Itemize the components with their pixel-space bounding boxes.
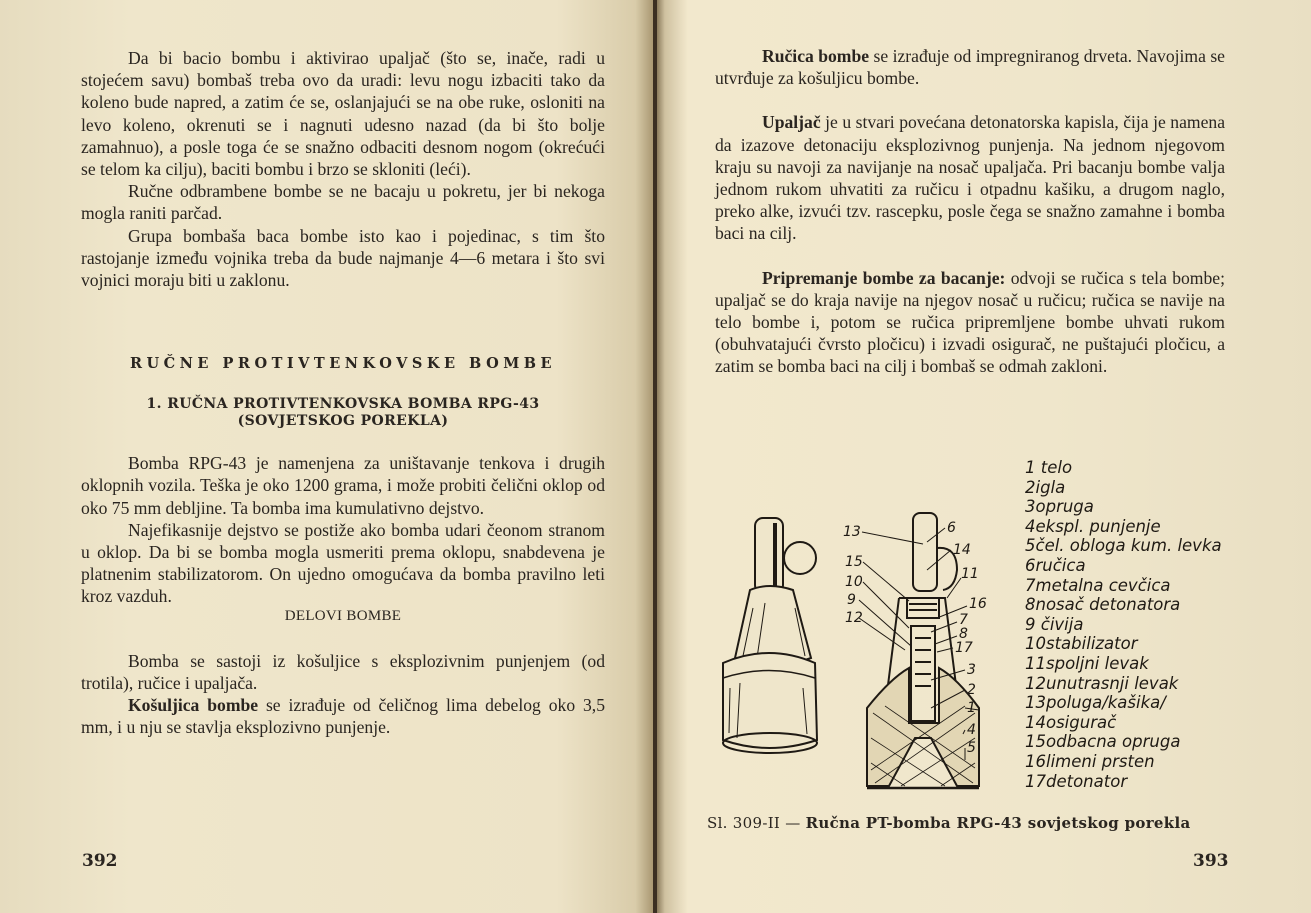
callout-3: 3 — [967, 662, 976, 678]
callout-8: 8 — [959, 626, 968, 642]
legend-item: 7metalna cevčica — [1025, 575, 1171, 595]
kosuljica-text: se izrađuje od čeličnog lima debelog oko 3,5 mm, i u nju se stavlja eksplozivno punjenje. — [81, 695, 605, 738]
legend-item: 8nosač detonatora — [1025, 595, 1181, 615]
callout-13: 13 — [843, 524, 861, 540]
legend-item: 14osigurač — [1025, 712, 1117, 732]
section-title: RUČNE PROTIVTENKOVSKE BOMBE — [129, 355, 557, 373]
paragraph-no-moving-throw: Ručne odbrambene bombe se ne bacaju u pokretu, jer bi nekoga mogla raniti parčad. — [81, 181, 605, 224]
upaljac-text: je u stvari povećana detonatorska kapisla, čija je namena da izazove detonaciju eksplozivnog punjenja. Na jednom njegovom kraju su navoji za navijanje na nosač upaljača. Pri bacanju bombe valja jednom rukom uhvatiti za ručicu i otpadnu kašiku, a drugom naglo, preko alke, izvući tzv. rascepku, posle čega se snažno zamahne i bomba baci na cilj. — [715, 112, 1225, 244]
callout-12: 12 — [845, 610, 863, 626]
term-upaljac: Upaljač — [762, 112, 821, 133]
book-spine — [653, 0, 657, 913]
paragraph-group-throw: Grupa bombaša baca bombe isto kao i pojedinac, s tim što rastojanje između vojnika treba da bude najmanje 4—6 metara i što svi vojnici moraju biti u zaklonu. — [81, 225, 605, 291]
grenade-figure — [695, 458, 1235, 803]
left-page — [0, 0, 655, 913]
caption-title: Ručna PT-bomba RPG-43 sovjetskog porekla — [805, 814, 1191, 832]
caption-prefix: Sl. 309-II — — [707, 814, 806, 832]
paragraph-throwing-procedure: Da bi bacio bombu i aktivirao upaljač (što se, inače, radi u stojećem savu) bombaš treba ovo da uradi: levu nogu izbaciti tako da koleno bude napred, a zatim će se, oslanjajući se na obe ruke, osloniti na levo koleno, okrenuti se i nagnuti udesno nazad (da bi što bolje zamahnuo), a posle toga će se snažno odbaciti desnom nogom (okrećući se telom ka cilju), baciti bombu i brzo se skloniti (leći). — [81, 48, 605, 180]
legend-item: 10stabilizator — [1025, 634, 1138, 654]
legend-item: 17detonator — [1025, 771, 1128, 791]
callout-15: 15 — [845, 554, 863, 570]
subsection-title-line1: 1. RUČNA PROTIVTENKOVSKA BOMBA RPG-43 — [146, 396, 540, 413]
parts-heading: DELOVI BOMBE — [284, 607, 402, 624]
legend-item: 9 čivija — [1025, 614, 1084, 634]
legend-item: 6ručica — [1025, 555, 1086, 575]
page-number-left: 392 — [82, 851, 118, 871]
paragraph-priprema — [715, 267, 1225, 378]
legend-item: 15odbacna opruga — [1025, 732, 1181, 752]
callout-11: 11 — [961, 566, 979, 582]
legend-item: 16limeni prsten — [1025, 751, 1155, 771]
callout-4: 4 — [967, 722, 976, 738]
callout-9: 9 — [847, 592, 856, 608]
callout-6: 6 — [947, 520, 956, 536]
legend-item: 2igla — [1025, 477, 1066, 497]
grenade-illustration — [695, 498, 1015, 798]
paragraph-parts-intro: Bomba se sastoji iz košuljice s eksplozivnim punjenjem (od trotila), ručice i upaljača. — [81, 650, 605, 693]
figure-caption — [707, 814, 1190, 832]
term-kosuljica: Košuljica bombe — [128, 695, 259, 716]
callout-10: 10 — [845, 574, 863, 590]
callout-1: 1 — [967, 700, 976, 716]
paragraph-upaljac — [715, 111, 1225, 244]
rucica-text: se izrađuje od impregniranog drveta. Navojima se utvrđuje za košuljicu bombe. — [715, 46, 1225, 89]
legend-item: 4ekspl. punjenje — [1025, 516, 1161, 536]
legend-item: 13poluga/kašika/ — [1025, 693, 1166, 713]
callout-17: 17 — [955, 640, 973, 656]
callout-5: 5 — [967, 740, 976, 756]
subsection-title-line2: (SOVJETSKOG POREKLA) — [237, 413, 449, 430]
term-rucica: Ručica bombe — [762, 46, 870, 66]
legend-item: 1 telo — [1025, 458, 1073, 477]
paragraph-kosuljica — [81, 694, 605, 738]
figure-legend — [1025, 458, 1222, 791]
callout-16: 16 — [969, 596, 987, 612]
term-priprema: Pripremanje bombe za bacanje: — [762, 267, 1006, 288]
paragraph-effectiveness: Najefikasnije dejstvo se postiže ako bomba udari čeonom stranom u oklop. Da bi se bomba mogla usmeriti prema oklopu, snabdevena je platnenim stabilizatorom. On ujedno omogućava da bomba pravilno leti kroz vazduh. — [81, 519, 605, 607]
legend-item: 11spoljni levak — [1025, 653, 1149, 673]
paragraph-purpose: Bomba RPG-43 je namenjena za uništavanje tenkova i drugih oklopnih vozila. Teška je oko 1200 grama, i može probiti čelični oklop od oko 75 mm debljine. Ta bomba ima kumulativno dejstvo. — [81, 453, 605, 518]
right-text-column — [715, 45, 1225, 378]
right-page — [655, 0, 1311, 913]
callout-7: 7 — [959, 612, 968, 628]
legend-item: 3opruga — [1025, 497, 1094, 517]
page-number-right: 393 — [1193, 851, 1229, 871]
grenade-exterior-drawing — [723, 518, 817, 753]
paragraph-rucica — [715, 45, 1225, 89]
legend-item: 12unutrasnji levak — [1025, 673, 1179, 693]
callout-2: 2 — [967, 682, 976, 698]
left-text-column — [81, 47, 605, 738]
priprema-text: odvoji se ručica s tela bombe; upaljač se do kraja navije na njegov nosač u ručicu; ručica se navije na telo bombe i, potom se ručica pripremljene bombe uhvati rukom (obuhvatajući čvrsto pločicu) i izvadi osigurač, ne puštajući pločicu, a zatim se bomba baci na cilj i bombaš se odmah zakloni. — [715, 267, 1225, 377]
callout-14: 14 — [953, 542, 971, 558]
subsection-title — [81, 396, 605, 430]
legend-item: 5čel. obloga kum. levka — [1025, 536, 1222, 556]
